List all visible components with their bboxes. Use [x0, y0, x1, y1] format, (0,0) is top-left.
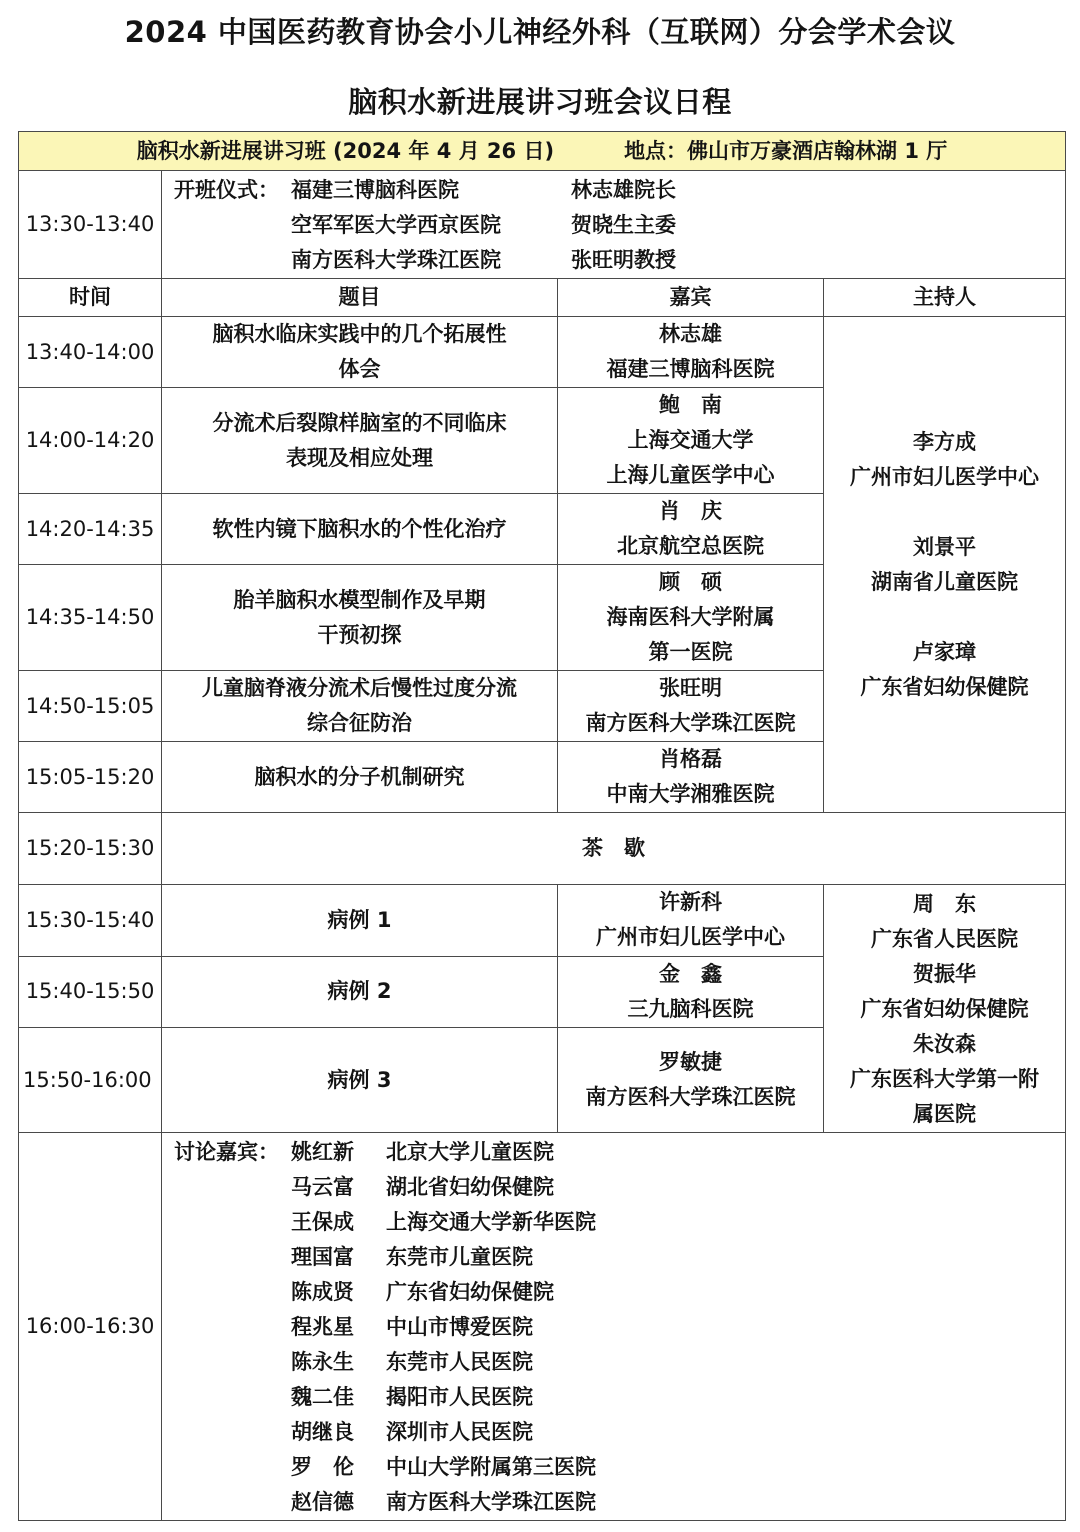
- time-cell: 14:50-15:05: [19, 671, 162, 742]
- speaker-name: 鲍 南: [659, 393, 722, 417]
- speaker-cell: [558, 388, 824, 494]
- session-header-row: [19, 132, 1066, 171]
- moderator-institution: 属医院: [913, 1102, 976, 1126]
- moderator-name: 李方成: [913, 429, 976, 454]
- moderator-name: 卢家璋: [913, 639, 976, 664]
- speaker-institution: 南方医科大学珠江医院: [585, 711, 796, 735]
- guest-entry: [174, 1450, 1065, 1485]
- moderator-institution: 广东省人民医院: [871, 927, 1018, 951]
- time-cell: 16:00-16:30: [19, 1133, 162, 1521]
- time-cell: 15:30-15:40: [19, 885, 162, 957]
- opening-person: 贺晓生主委: [571, 213, 676, 237]
- session-location: 地点：佛山市万豪酒店翰林湖 1 厅: [624, 138, 948, 163]
- speaker-cell: [558, 742, 824, 813]
- moderator-institution: 广东医科大学第一附: [850, 1067, 1039, 1091]
- col-header-speaker: 嘉宾: [558, 279, 824, 317]
- table-row: [19, 885, 1066, 957]
- guest-name: 程兆星: [291, 1315, 354, 1339]
- guest-name: 姚红新: [291, 1140, 354, 1164]
- speaker-institution: 海南医科大学附属: [606, 605, 775, 629]
- time-cell: 14:20-14:35: [19, 494, 162, 565]
- speaker-name: 肖格磊: [659, 747, 722, 771]
- speaker-name: 肖 庆: [659, 499, 722, 523]
- moderator-cell: [824, 885, 1066, 1133]
- session-header: [19, 132, 1066, 171]
- guest-entry: [174, 1345, 1065, 1380]
- document-subtitle: 脑积水新进展讲习班会议日程: [348, 85, 732, 119]
- speaker-cell: [558, 565, 824, 671]
- guest-name: 理国富: [291, 1245, 354, 1269]
- guest-institution: 东莞市人民医院: [386, 1350, 533, 1374]
- moderator-institution: 广东省妇幼保健院: [860, 997, 1029, 1021]
- time-cell: 14:00-14:20: [19, 388, 162, 494]
- speaker-institution: 上海儿童医学中心: [606, 463, 775, 487]
- speaker-cell: [558, 885, 824, 957]
- guest-entry: [174, 1170, 1065, 1205]
- time-cell: 15:20-15:30: [19, 813, 162, 885]
- speaker-name: 张旺明: [659, 676, 722, 700]
- guest-name: 罗 伦: [291, 1455, 354, 1479]
- topic-cell: 脑积水的分子机制研究: [162, 742, 558, 813]
- moderator-cell: [824, 317, 1066, 813]
- topic-cell: 软性内镜下脑积水的个性化治疗: [162, 494, 558, 565]
- speaker-institution: 中南大学湘雅医院: [606, 782, 775, 806]
- guest-name: 赵信德: [291, 1490, 354, 1514]
- col-header-time: 时间: [19, 279, 162, 317]
- moderator-institution: 广州市妇儿医学中心: [850, 464, 1039, 489]
- topic-cell: 病例 3: [162, 1028, 558, 1133]
- time-cell: 15:40-15:50: [19, 956, 162, 1028]
- guest-entry: [174, 1240, 1065, 1275]
- time-cell: 15:05-15:20: [19, 742, 162, 813]
- moderator-name: 朱汝森: [913, 1032, 976, 1056]
- document-title: 2024 中国医药教育协会小儿神经外科（互联网）分会学术会议: [124, 15, 956, 49]
- time-cell: 14:35-14:50: [19, 565, 162, 671]
- speaker-institution: 第一医院: [648, 640, 733, 664]
- guest-entry: [174, 1205, 1065, 1240]
- session-name-date: 脑积水新进展讲习班 (2024 年 4 月 26 日): [136, 138, 555, 163]
- guest-name: 王保成: [291, 1210, 354, 1234]
- guest-institution: 湖北省妇幼保健院: [386, 1175, 554, 1199]
- opening-person: 林志雄院长: [571, 178, 676, 202]
- guest-institution: 广东省妇幼保健院: [386, 1280, 554, 1304]
- guest-institution: 东莞市儿童医院: [386, 1245, 533, 1269]
- opening-row: [19, 171, 1066, 279]
- guest-name: 马云富: [291, 1175, 354, 1199]
- speaker-name: 顾 硕: [659, 570, 722, 594]
- opening-person: 张旺明教授: [571, 248, 676, 272]
- discussion-label: 讨论嘉宾：: [174, 1140, 279, 1164]
- column-header-row: [19, 279, 1066, 317]
- break-row: [19, 813, 1066, 885]
- speaker-institution: 广州市妇儿医学中心: [596, 925, 785, 950]
- guest-entry: [174, 1415, 1065, 1450]
- guest-entry: [174, 1135, 1065, 1170]
- guest-institution: 南方医科大学珠江医院: [386, 1490, 596, 1514]
- guest-institution: 中山大学附属第三医院: [386, 1455, 596, 1479]
- moderator-institution: 广东省妇幼保健院: [860, 674, 1029, 699]
- speaker-name: 罗敏捷: [659, 1050, 722, 1075]
- speaker-cell: [558, 956, 824, 1028]
- moderator-name: 周 东: [913, 892, 976, 916]
- speaker-institution: 南方医科大学珠江医院: [585, 1085, 796, 1110]
- opening-label: 开班仪式：: [174, 178, 279, 202]
- speaker-institution: 北京航空总医院: [617, 534, 764, 558]
- opening-entry: [174, 243, 1065, 278]
- guest-name: 陈成贤: [291, 1280, 354, 1304]
- guest-institution: 北京大学儿童医院: [386, 1140, 554, 1164]
- speaker-institution: 福建三博脑科医院: [606, 357, 775, 381]
- opening-ceremony: [162, 171, 1066, 279]
- time-cell: 15:50-16:00: [19, 1028, 162, 1133]
- schedule-table: [18, 131, 1066, 1521]
- col-header-topic: 题目: [162, 279, 558, 317]
- speaker-cell: [558, 317, 824, 388]
- discussion-guests: [162, 1133, 1066, 1521]
- table-row: [19, 317, 1066, 388]
- topic-cell: 分流术后裂隙样脑室的不同临床 表现及相应处理: [162, 388, 558, 494]
- guest-name: 胡继良: [291, 1420, 354, 1444]
- guest-entry: [174, 1485, 1065, 1520]
- topic-cell: 脑积水临床实践中的几个拓展性 体会: [162, 317, 558, 388]
- guest-entry: [174, 1380, 1065, 1415]
- opening-institution: 空军军医大学西京医院: [291, 213, 501, 237]
- speaker-name: 许新科: [659, 890, 722, 915]
- discussion-row: [19, 1133, 1066, 1521]
- time-cell: 13:40-14:00: [19, 317, 162, 388]
- speaker-name: 林志雄: [659, 322, 722, 346]
- opening-entry: [174, 208, 1065, 243]
- moderator-institution: 湖南省儿童医院: [871, 569, 1018, 594]
- speaker-cell: [558, 1028, 824, 1133]
- topic-cell: 儿童脑脊液分流术后慢性过度分流 综合征防治: [162, 671, 558, 742]
- moderator-name: 刘景平: [913, 534, 976, 559]
- topic-cell: 胎羊脑积水模型制作及早期 干预初探: [162, 565, 558, 671]
- guest-entry: [174, 1310, 1065, 1345]
- speaker-cell: [558, 494, 824, 565]
- moderator-name: 贺振华: [913, 962, 976, 986]
- tea-break: 茶 歇: [162, 813, 1066, 885]
- time-cell: 13:30-13:40: [19, 171, 162, 279]
- guest-entry: [174, 1275, 1065, 1310]
- speaker-cell: [558, 671, 824, 742]
- guest-name: 陈永生: [291, 1350, 354, 1374]
- guest-name: 魏二佳: [291, 1385, 354, 1409]
- opening-entry: [174, 173, 1065, 208]
- speaker-name: 金 鑫: [659, 961, 722, 986]
- speaker-institution: 上海交通大学: [627, 428, 754, 452]
- opening-institution: 福建三博脑科医院: [291, 178, 459, 202]
- guest-institution: 上海交通大学新华医院: [386, 1210, 596, 1234]
- topic-cell: 病例 1: [162, 885, 558, 957]
- guest-institution: 揭阳市人民医院: [386, 1385, 533, 1409]
- topic-cell: 病例 2: [162, 956, 558, 1028]
- guest-institution: 中山市博爱医院: [386, 1315, 533, 1339]
- col-header-moderator: 主持人: [824, 279, 1066, 317]
- guest-institution: 深圳市人民医院: [386, 1420, 533, 1444]
- opening-institution: 南方医科大学珠江医院: [291, 248, 501, 272]
- speaker-institution: 三九脑科医院: [627, 996, 754, 1021]
